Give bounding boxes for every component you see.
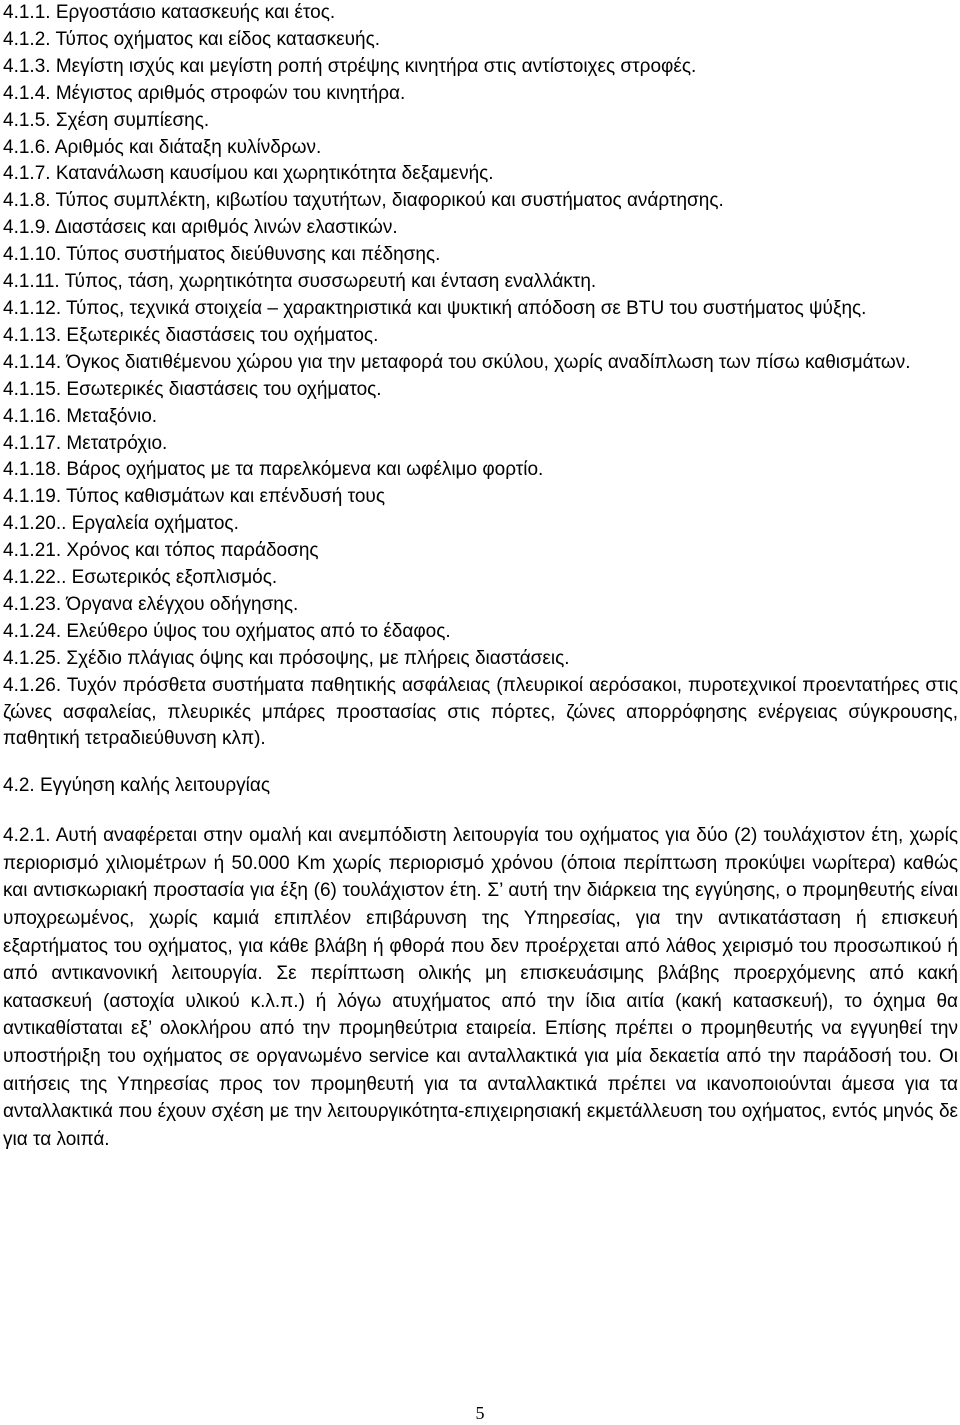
spacer xyxy=(3,800,958,822)
list-item xyxy=(3,161,958,188)
list-item xyxy=(3,242,958,269)
list-item-text: Τύπος, τεχνικά στοιχεία – χαρακτηριστικά και ψυκτική απόδοση σε BTU του συστήματος ψύξης. xyxy=(66,297,867,319)
list-item-text: Εσωτερικός εξοπλισμός. xyxy=(71,567,278,589)
warranty-paragraph: 4.2.1. Αυτή αναφέρεται στην ομαλή και ανεμπόδιστη λειτουργία του οχήματος για δύο (2) τουλάχιστον έτη, χωρίς περιορισμό χιλιομέτρων ή 50.000 Km χωρίς περιορισμό χρόνου (όποια περίπτωση προκύψει νωρίτερα) καθώς και αντισκωριακή προστασία για έξη (6) τουλάχιστον έτη. Σ’ αυτή την διάρκεια της εγγύησης, ο προμηθευτής είναι υποχρεωμένος, χωρίς καμιά επιπλέον επιβάρυνση της Υπηρεσίας, για την αντικατάσταση ή επισκευή εξαρτήματος του οχήματος, για κάθε βλάβη ή φθορά που δεν προέρχεται από λάθος χειρισμό του προσωπικού ή από αντικανονική λειτουργία. Σε περίπτωση ολικής μη επισκευάσιμης βλάβης προερχόμενης από κακή κατασκευή (αστοχία υλικού κ.λ.π.) ή λόγω ατυχήματος από την ίδια αιτία (κακή κατασκευή), το όχημα θα αντικαθίσταται εξ’ ολοκλήρου από την προμηθεύτρια εταιρεία. Επίσης πρέπει ο προμηθευτής να εγγυηθεί την υποστήριξη του οχήματος σε οργανωμένο service και ανταλλακτικά για μία δεκαετία από την παράδοσή του. Οι αιτήσεις της Υπηρεσίας προς τον προμηθευτή για τα ανταλλακτικά πρέπει να ικανοποιούνται άμεσα για τα ανταλλακτικά που έχουν σχέση με την λειτουργικότητα-επιχειρησιακή εκμετάλλευση του οχήματος, εντός μηνός δε για τα λοιπά. xyxy=(3,825,958,1150)
list-item-text: Διαστάσεις και αριθμός λινών ελαστικών. xyxy=(54,217,398,239)
specification-list xyxy=(3,0,958,753)
list-item-text: Εργαλεία οχήματος. xyxy=(71,513,239,535)
list-item-text: Εξωτερικές διαστάσεις του οχήματος. xyxy=(66,324,379,346)
list-item xyxy=(3,269,958,296)
list-item xyxy=(3,108,958,135)
list-item-text: Χρόνος και τόπος παράδοσης xyxy=(66,540,319,562)
list-item-number: 4.1.19. xyxy=(3,486,62,508)
list-item-text: Όγκος διατιθέμενου χώρου για την μεταφορά του σκύλου, χωρίς αναδίπλωση των πίσω καθισμάτων. xyxy=(66,351,911,373)
list-item xyxy=(3,0,958,27)
list-item-text: Μεγίστη ισχύς και μεγίστη ροπή στρέψης κινητήρα στις αντίστοιχες στροφές. xyxy=(55,55,697,77)
list-item-text: Κατανάλωση καυσίμου και χωρητικότητα δεξαμενής. xyxy=(55,163,494,185)
list-item-number: 4.1.6. xyxy=(3,136,51,158)
list-item-number: 4.1.12. xyxy=(3,297,62,319)
list-item-number: 4.1.2. xyxy=(3,28,51,50)
list-item-text: Τύπος, τάση, χωρητικότητα συσσωρευτή και ένταση εναλλάκτη. xyxy=(64,271,597,293)
list-item-text: Τύπος συμπλέκτη, κιβωτίου ταχυτήτων, διαφορικού και συστήματος ανάρτησης. xyxy=(55,190,724,212)
spacer xyxy=(3,753,958,773)
list-item xyxy=(3,592,958,619)
list-item xyxy=(3,619,958,646)
list-item-number: 4.1.10. xyxy=(3,244,62,266)
list-item xyxy=(3,646,958,673)
list-item-number: 4.1.20.. xyxy=(3,513,67,535)
list-item-text: Εσωτερικές διαστάσεις του οχήματος. xyxy=(66,378,382,400)
list-item-number: 4.1.11. xyxy=(3,271,60,293)
list-item-number: 4.1.26. xyxy=(3,674,62,696)
list-item-text: Σχέδιο πλάγιας όψης και πρόσοψης, με πλήρεις διαστάσεις. xyxy=(66,647,570,669)
list-item-text: Μεταξόνιο. xyxy=(66,405,158,427)
list-item-number: 4.1.18. xyxy=(3,459,62,481)
list-item xyxy=(3,431,958,458)
list-item-text: Βάρος οχήματος με τα παρελκόμενα και ωφέλιμο φορτίο. xyxy=(66,459,544,481)
list-item-text: Σχέση συμπίεσης. xyxy=(55,109,210,131)
list-item xyxy=(3,188,958,215)
list-item-text: Τύπος καθισμάτων και επένδυσή τους xyxy=(66,486,385,508)
list-item-text: Εργοστάσιο κατασκευής και έτος. xyxy=(55,2,336,23)
list-item xyxy=(3,350,958,377)
list-item xyxy=(3,511,958,538)
list-item-text: Όργανα ελέγχου οδήγησης. xyxy=(66,593,299,615)
list-item-number: 4.1.4. xyxy=(3,82,51,104)
list-item-number: 4.1.1. xyxy=(3,2,51,23)
list-item-number: 4.1.21. xyxy=(3,540,62,562)
list-item-text: Αριθμός και διάταξη κυλίνδρων. xyxy=(54,136,322,158)
document-body xyxy=(3,0,958,1153)
list-item xyxy=(3,323,958,350)
list-item-number: 4.1.3. xyxy=(3,55,51,77)
list-item-text: Τυχόν πρόσθετα συστήματα παθητικής ασφάλειας (πλευρικοί αερόσακοι, πυροτεχνικοί προεντατήρες στις ζώνες ασφαλείας, πλευρικές μπάρες προστασίας στις πόρτες, ζώνες απορρόφησης ενέργειας σύγκρουσης, παθητική τετραδιεύθυνση κλπ). xyxy=(3,674,958,750)
list-item xyxy=(3,457,958,484)
list-item xyxy=(3,404,958,431)
list-item-number: 4.1.25. xyxy=(3,647,62,669)
page-number: 5 xyxy=(475,1403,485,1423)
list-item xyxy=(3,296,958,323)
list-item xyxy=(3,27,958,54)
list-item-number: 4.1.17. xyxy=(3,432,62,454)
list-item-number: 4.1.24. xyxy=(3,620,62,642)
list-item xyxy=(3,81,958,108)
list-item-number: 4.1.16. xyxy=(3,405,62,427)
list-item-number: 4.1.5. xyxy=(3,109,51,131)
list-item xyxy=(3,565,958,592)
list-item-number: 4.1.15. xyxy=(3,378,62,400)
list-item-number: 4.1.9. xyxy=(3,217,51,239)
list-item xyxy=(3,377,958,404)
list-item xyxy=(3,54,958,81)
list-item-text: Τύπος οχήματος και είδος κατασκευής. xyxy=(55,28,381,50)
list-item-text: Ελεύθερο ύψος του οχήματος από το έδαφος. xyxy=(66,620,451,642)
list-item xyxy=(3,484,958,511)
list-item-text: Τύπος συστήματος διεύθυνσης και πέδησης. xyxy=(66,244,441,266)
section-heading: 4.2. Εγγύηση καλής λειτουργίας xyxy=(3,775,270,797)
list-item-number: 4.1.7. xyxy=(3,163,51,185)
list-item-text: Μετατρόχιο. xyxy=(66,432,168,454)
list-item-text: Μέγιστος αριθμός στροφών του κινητήρα. xyxy=(55,82,406,104)
list-item-number: 4.1.14. xyxy=(3,351,62,373)
list-item xyxy=(3,215,958,242)
list-item xyxy=(3,135,958,162)
list-item-number: 4.1.23. xyxy=(3,593,62,615)
list-item xyxy=(3,673,958,754)
list-item xyxy=(3,538,958,565)
list-item-number: 4.1.13. xyxy=(3,324,62,346)
list-item-number: 4.1.8. xyxy=(3,190,51,212)
list-item-number: 4.1.22.. xyxy=(3,567,67,589)
